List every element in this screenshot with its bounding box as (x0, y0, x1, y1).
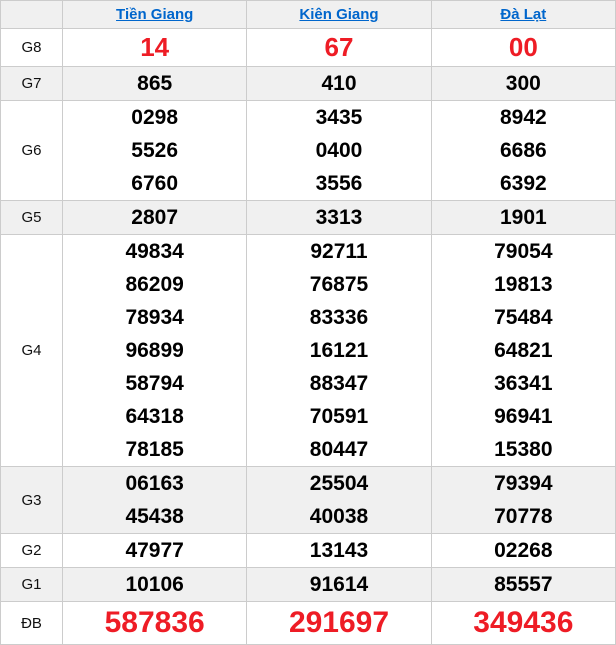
prize-number: 40038 (309, 505, 369, 528)
prize-cell (63, 235, 247, 467)
column-header-tien-giang (63, 1, 247, 29)
province-link-kien-giang[interactable]: Kiên Giang (299, 6, 379, 23)
prize-cell (247, 67, 431, 101)
prize-number: 10106 (125, 573, 184, 596)
prize-number: 06163 (125, 472, 184, 495)
prize-cell (247, 101, 431, 201)
prize-row (1, 235, 616, 467)
prize-row (1, 201, 616, 235)
prize-number: 15380 (494, 438, 553, 461)
prize-cell (63, 201, 247, 235)
prize-number: 410 (321, 72, 357, 95)
prize-cell (431, 201, 615, 235)
prize-number: 6760 (131, 172, 179, 195)
prize-number: 79394 (494, 472, 553, 495)
prize-number: 80447 (309, 438, 369, 461)
prize-number: 00 (508, 32, 538, 62)
prize-number: 3435 (315, 106, 363, 129)
prize-cell (63, 67, 247, 101)
prize-row (1, 101, 616, 201)
prize-number: 865 (137, 72, 173, 95)
prize-number: 86209 (125, 273, 184, 296)
prize-number: 76875 (309, 273, 369, 296)
prize-cell (63, 602, 247, 645)
prize-cell (431, 534, 615, 568)
prize-row (1, 602, 616, 645)
prize-number: 349436 (473, 606, 574, 639)
prize-cell (247, 534, 431, 568)
prize-number: 6686 (499, 139, 547, 162)
prize-number: 49834 (125, 240, 184, 263)
province-link-da-lat[interactable]: Đà Lạt (500, 6, 547, 23)
prize-cell (431, 101, 615, 201)
prize-number: 6392 (499, 172, 547, 195)
prize-number: 45438 (125, 505, 184, 528)
prize-cell (247, 201, 431, 235)
prize-row (1, 29, 616, 67)
prize-cell (63, 29, 247, 67)
prize-cell (247, 29, 431, 67)
prize-cell (431, 235, 615, 467)
prize-number: 70591 (309, 405, 369, 428)
prize-label: G7 (1, 67, 63, 101)
prize-number: 96899 (125, 339, 184, 362)
prize-label: G2 (1, 534, 63, 568)
prize-number: 78934 (125, 306, 184, 329)
prize-number: 14 (140, 32, 170, 62)
prize-cell (63, 534, 247, 568)
prize-row (1, 67, 616, 101)
prize-number: 47977 (125, 539, 184, 562)
prize-number: 78185 (125, 438, 184, 461)
prize-label: G3 (1, 467, 63, 534)
prize-number: 79054 (494, 240, 553, 263)
prize-cell (431, 29, 615, 67)
prize-label: G6 (1, 101, 63, 201)
prize-number: 67 (324, 32, 354, 62)
prize-cell (431, 568, 615, 602)
header-row (1, 1, 616, 29)
prize-number: 75484 (494, 306, 553, 329)
prize-number: 2807 (131, 206, 179, 229)
prize-number: 64821 (494, 339, 553, 362)
prize-row (1, 568, 616, 602)
prize-number: 16121 (309, 339, 369, 362)
prize-label: ĐB (1, 602, 63, 645)
prize-number: 300 (505, 72, 541, 95)
results-body (1, 29, 616, 645)
prize-number: 85557 (494, 573, 553, 596)
prize-label: G1 (1, 568, 63, 602)
prize-number: 83336 (309, 306, 369, 329)
prize-cell (431, 67, 615, 101)
prize-cell (247, 568, 431, 602)
prize-number: 64318 (125, 405, 184, 428)
prize-number: 0400 (315, 139, 363, 162)
prize-number: 3556 (315, 172, 363, 195)
prize-number: 58794 (125, 372, 184, 395)
prize-cell (63, 101, 247, 201)
prize-row (1, 467, 616, 534)
prize-cell (63, 568, 247, 602)
prize-number: 8942 (499, 106, 547, 129)
prize-cell (247, 235, 431, 467)
prize-number: 587836 (104, 606, 205, 639)
prize-number: 19813 (494, 273, 553, 296)
prize-number: 91614 (309, 573, 369, 596)
prize-number: 3313 (315, 206, 363, 229)
prize-number: 1901 (499, 206, 547, 229)
prize-label: G4 (1, 235, 63, 467)
prize-number: 13143 (309, 539, 369, 562)
prize-cell (431, 602, 615, 645)
prize-cell (431, 467, 615, 534)
prize-number: 25504 (309, 472, 369, 495)
prize-number: 92711 (310, 240, 368, 263)
prize-number: 88347 (309, 372, 369, 395)
prize-label: G5 (1, 201, 63, 235)
prize-number: 70778 (494, 505, 553, 528)
prize-number: 0298 (131, 106, 179, 129)
prize-number: 36341 (494, 372, 553, 395)
corner-cell (1, 1, 63, 29)
prize-number: 02268 (494, 539, 553, 562)
column-header-kien-giang (247, 1, 431, 29)
prize-number: 96941 (494, 405, 553, 428)
prize-cell (63, 467, 247, 534)
prize-label: G8 (1, 29, 63, 67)
province-link-tien-giang[interactable]: Tiền Giang (116, 6, 194, 23)
prize-cell (247, 467, 431, 534)
column-header-da-lat (431, 1, 615, 29)
prize-cell (247, 602, 431, 645)
prize-number: 291697 (288, 606, 390, 639)
prize-row (1, 534, 616, 568)
prize-number: 5526 (131, 139, 179, 162)
